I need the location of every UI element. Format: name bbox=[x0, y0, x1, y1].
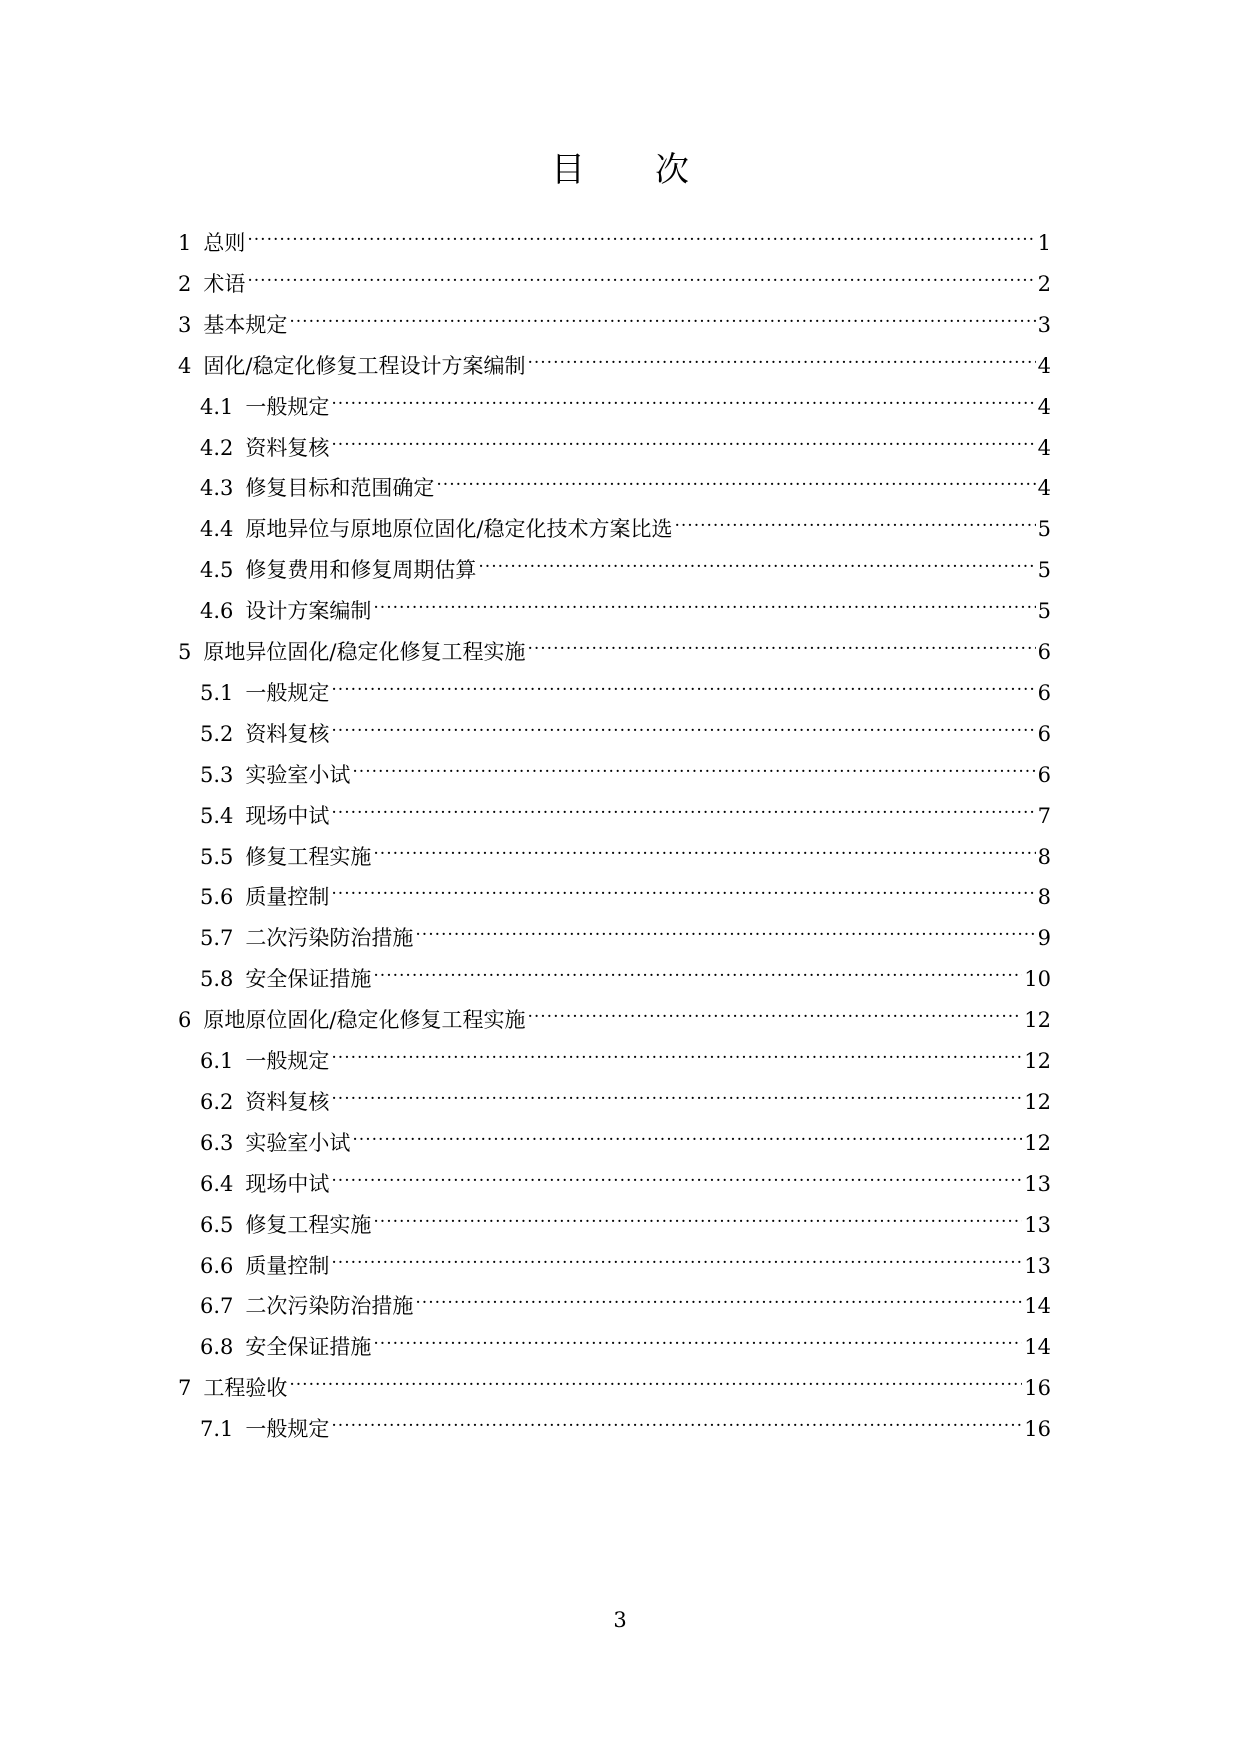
toc-entry-title: 资料复核 bbox=[245, 1089, 330, 1114]
toc-entry-page: 8 bbox=[1037, 885, 1051, 910]
toc-entry-number: 4.5 bbox=[200, 558, 234, 583]
toc-entry-title: 现场中试 bbox=[245, 1171, 330, 1196]
toc-entry-page: 16 bbox=[1024, 1417, 1051, 1442]
toc-entry-page: 14 bbox=[1024, 1294, 1051, 1319]
toc-entry-page: 3 bbox=[1037, 312, 1051, 337]
toc-chapter-entry[interactable] bbox=[178, 220, 1051, 255]
toc-dot-leader bbox=[331, 793, 1035, 823]
toc-entry-title: 术语 bbox=[203, 271, 246, 296]
toc-dot-leader bbox=[373, 588, 1035, 618]
toc-dot-leader bbox=[527, 997, 1022, 1027]
toc-entry-number: 5.2 bbox=[200, 721, 234, 746]
toc-chapter-entry[interactable] bbox=[178, 261, 1051, 296]
toc-subsection-entry[interactable] bbox=[200, 793, 1051, 828]
toc-dot-leader bbox=[674, 506, 1035, 536]
toc-dot-leader bbox=[373, 1202, 1022, 1232]
toc-entry-page: 4 bbox=[1037, 394, 1051, 419]
toc-entry-title: 原地原位固化/稳定化修复工程实施 bbox=[203, 1008, 526, 1033]
toc-dot-leader bbox=[331, 1406, 1022, 1436]
toc-entry-number: 5.6 bbox=[200, 885, 234, 910]
toc-entry-number: 1 bbox=[178, 231, 192, 255]
page-number: 3 bbox=[613, 1608, 627, 1632]
toc-subsection-entry[interactable] bbox=[200, 752, 1051, 787]
toc-entry-page: 14 bbox=[1024, 1335, 1051, 1360]
toc-entry-number: 6.5 bbox=[200, 1212, 234, 1237]
toc-entry-page: 6 bbox=[1037, 640, 1051, 664]
toc-chapter-entry[interactable] bbox=[178, 343, 1051, 378]
toc-entry-title: 现场中试 bbox=[245, 803, 330, 828]
toc-entry-title: 工程验收 bbox=[203, 1376, 288, 1401]
toc-entry-number: 4.2 bbox=[200, 435, 234, 460]
toc-dot-leader bbox=[415, 915, 1035, 945]
toc-dot-leader bbox=[331, 384, 1035, 414]
toc-entry-number: 5.5 bbox=[200, 844, 234, 869]
toc-dot-leader bbox=[331, 670, 1035, 700]
toc-entry-number: 4.3 bbox=[200, 476, 234, 501]
toc-entry-title: 一般规定 bbox=[245, 680, 330, 705]
toc-subsection-entry[interactable] bbox=[200, 915, 1051, 951]
toc-dot-leader bbox=[331, 1038, 1022, 1068]
toc-subsection-entry[interactable] bbox=[200, 1283, 1051, 1319]
toc-subsection-entry[interactable] bbox=[200, 425, 1051, 460]
toc-entry-page: 4 bbox=[1037, 353, 1051, 378]
toc-dot-leader bbox=[331, 711, 1035, 741]
page-title-right: 次 bbox=[655, 150, 689, 190]
toc-subsection-entry[interactable] bbox=[200, 588, 1051, 624]
toc-entry-number: 4 bbox=[178, 353, 192, 378]
toc-chapter-entry[interactable] bbox=[178, 1365, 1051, 1401]
toc-dot-leader bbox=[331, 425, 1035, 455]
toc-entry-number: 5.3 bbox=[200, 762, 234, 787]
toc-entry-page: 10 bbox=[1024, 967, 1051, 992]
toc-subsection-entry[interactable] bbox=[200, 506, 1051, 542]
toc-dot-leader bbox=[289, 302, 1035, 332]
toc-entry-page: 5 bbox=[1037, 517, 1051, 542]
toc-entry-title: 固化/稳定化修复工程设计方案编制 bbox=[203, 353, 526, 378]
toc-entry-number: 3 bbox=[178, 312, 192, 337]
toc-entry-title: 资料复核 bbox=[245, 435, 330, 460]
toc-entry-title: 二次污染防治措施 bbox=[245, 1294, 414, 1319]
toc-entry-page: 1 bbox=[1037, 231, 1051, 255]
toc-entry-page: 13 bbox=[1024, 1171, 1051, 1196]
toc-entry-number: 5.1 bbox=[200, 680, 234, 705]
toc-chapter-entry[interactable] bbox=[178, 629, 1051, 664]
toc-subsection-entry[interactable] bbox=[200, 1406, 1051, 1442]
toc-entry-page: 13 bbox=[1024, 1212, 1051, 1237]
toc-entry-title: 资料复核 bbox=[245, 721, 330, 746]
toc-entry-number: 4.6 bbox=[200, 599, 234, 624]
toc-dot-leader bbox=[527, 343, 1035, 373]
toc-subsection-entry[interactable] bbox=[200, 384, 1051, 419]
toc-dot-leader bbox=[373, 956, 1022, 986]
toc-entry-title: 一般规定 bbox=[245, 1049, 330, 1073]
toc-entry-number: 6.4 bbox=[200, 1171, 234, 1196]
toc-entry-title: 设计方案编制 bbox=[245, 599, 372, 624]
toc-entry-number: 6 bbox=[178, 1008, 192, 1033]
toc-entry-title: 实验室小试 bbox=[245, 1130, 351, 1155]
toc-dot-leader bbox=[352, 1120, 1022, 1150]
toc-subsection-entry[interactable] bbox=[200, 1324, 1051, 1360]
toc-subsection-entry[interactable] bbox=[200, 670, 1051, 705]
toc-entry-number: 4.4 bbox=[200, 517, 234, 542]
toc-entry-number: 5 bbox=[178, 640, 192, 664]
toc-entry-page: 4 bbox=[1037, 476, 1051, 501]
toc-entry-number: 7.1 bbox=[200, 1417, 234, 1442]
toc-subsection-entry[interactable] bbox=[200, 956, 1051, 992]
toc-entry-title: 实验室小试 bbox=[245, 762, 351, 787]
toc-dot-leader bbox=[247, 261, 1035, 291]
toc-dot-leader bbox=[436, 465, 1035, 495]
toc-entry-number: 5.8 bbox=[200, 967, 234, 992]
toc-entry-page: 12 bbox=[1024, 1008, 1051, 1033]
toc-entry-title: 质量控制 bbox=[245, 885, 330, 910]
toc-subsection-entry[interactable] bbox=[200, 1161, 1051, 1196]
toc-entry-title: 修复费用和修复周期估算 bbox=[245, 558, 477, 583]
toc-subsection-entry[interactable] bbox=[200, 874, 1051, 910]
toc-dot-leader bbox=[527, 629, 1035, 659]
toc-entry-title: 一般规定 bbox=[245, 394, 330, 419]
toc-entry-title: 修复工程实施 bbox=[245, 1212, 372, 1237]
toc-entry-number: 5.4 bbox=[200, 803, 234, 828]
toc-entry-page: 12 bbox=[1024, 1130, 1051, 1155]
toc-entry-page: 13 bbox=[1024, 1253, 1051, 1278]
toc-chapter-entry[interactable] bbox=[178, 302, 1051, 337]
toc-entry-number: 7 bbox=[178, 1376, 192, 1401]
toc-subsection-entry[interactable] bbox=[200, 1243, 1051, 1278]
toc-entry-number: 5.7 bbox=[200, 926, 234, 951]
toc-entry-number: 6.8 bbox=[200, 1335, 234, 1360]
toc-entry-number: 6.3 bbox=[200, 1130, 234, 1155]
toc-subsection-entry[interactable] bbox=[200, 1079, 1051, 1114]
toc-dot-leader bbox=[331, 1243, 1022, 1273]
toc-entry-title: 安全保证措施 bbox=[245, 967, 372, 992]
toc-entry-page: 6 bbox=[1037, 762, 1051, 787]
toc-subsection-entry[interactable] bbox=[200, 547, 1051, 583]
toc-entry-title: 二次污染防治措施 bbox=[245, 926, 414, 951]
toc-entry-page: 2 bbox=[1037, 271, 1051, 296]
toc-entry-page: 12 bbox=[1024, 1049, 1051, 1073]
toc-subsection-entry[interactable] bbox=[200, 465, 1051, 501]
toc-subsection-entry[interactable] bbox=[200, 711, 1051, 746]
toc-entry-title: 修复工程实施 bbox=[245, 844, 372, 869]
toc-entry-number: 2 bbox=[178, 271, 192, 296]
toc-dot-leader bbox=[415, 1283, 1022, 1313]
page-title bbox=[0, 148, 1240, 192]
toc-entry-page: 8 bbox=[1037, 844, 1051, 869]
toc-dot-leader bbox=[331, 874, 1035, 904]
toc-dot-leader bbox=[478, 547, 1035, 577]
page-title-left: 目 bbox=[551, 150, 585, 190]
toc-entry-page: 9 bbox=[1037, 926, 1051, 951]
toc-entry-number: 6.7 bbox=[200, 1294, 234, 1319]
toc-subsection-entry[interactable] bbox=[200, 834, 1051, 869]
toc-dot-leader bbox=[331, 1161, 1022, 1191]
toc-entry-title: 原地异位固化/稳定化修复工程实施 bbox=[203, 640, 526, 664]
toc-entry-page: 6 bbox=[1037, 680, 1051, 705]
toc-dot-leader bbox=[289, 1365, 1022, 1395]
toc-entry-page: 6 bbox=[1037, 721, 1051, 746]
toc-subsection-entry[interactable] bbox=[200, 1120, 1051, 1155]
toc-entry-page: 12 bbox=[1024, 1089, 1051, 1114]
toc-dot-leader bbox=[352, 752, 1035, 782]
toc-subsection-entry[interactable] bbox=[200, 1202, 1051, 1237]
toc-subsection-entry[interactable] bbox=[200, 1038, 1051, 1073]
toc-entry-page: 16 bbox=[1024, 1376, 1051, 1401]
toc-dot-leader bbox=[247, 220, 1035, 250]
toc-entry-number: 6.6 bbox=[200, 1253, 234, 1278]
toc-entry-page: 7 bbox=[1037, 803, 1051, 828]
toc-entry-title: 基本规定 bbox=[203, 312, 288, 337]
toc-entry-title: 安全保证措施 bbox=[245, 1335, 372, 1360]
toc-entry-title: 修复目标和范围确定 bbox=[245, 476, 435, 501]
toc-entry-title: 原地异位与原地原位固化/稳定化技术方案比选 bbox=[245, 517, 673, 542]
toc-entry-page: 5 bbox=[1037, 558, 1051, 583]
toc-dot-leader bbox=[373, 1324, 1022, 1354]
toc-entry-title: 一般规定 bbox=[245, 1417, 330, 1442]
toc-dot-leader bbox=[331, 1079, 1022, 1109]
toc-entry-number: 4.1 bbox=[200, 394, 234, 419]
toc-entry-number: 6.2 bbox=[200, 1089, 234, 1114]
toc-entry-number: 6.1 bbox=[200, 1049, 234, 1073]
toc-entry-page: 5 bbox=[1037, 599, 1051, 624]
toc-entry-title: 质量控制 bbox=[245, 1253, 330, 1278]
toc-entry-page: 4 bbox=[1037, 435, 1051, 460]
toc-entry-title: 总则 bbox=[203, 231, 246, 255]
toc-dot-leader bbox=[373, 834, 1035, 864]
toc-chapter-entry[interactable] bbox=[178, 997, 1051, 1033]
